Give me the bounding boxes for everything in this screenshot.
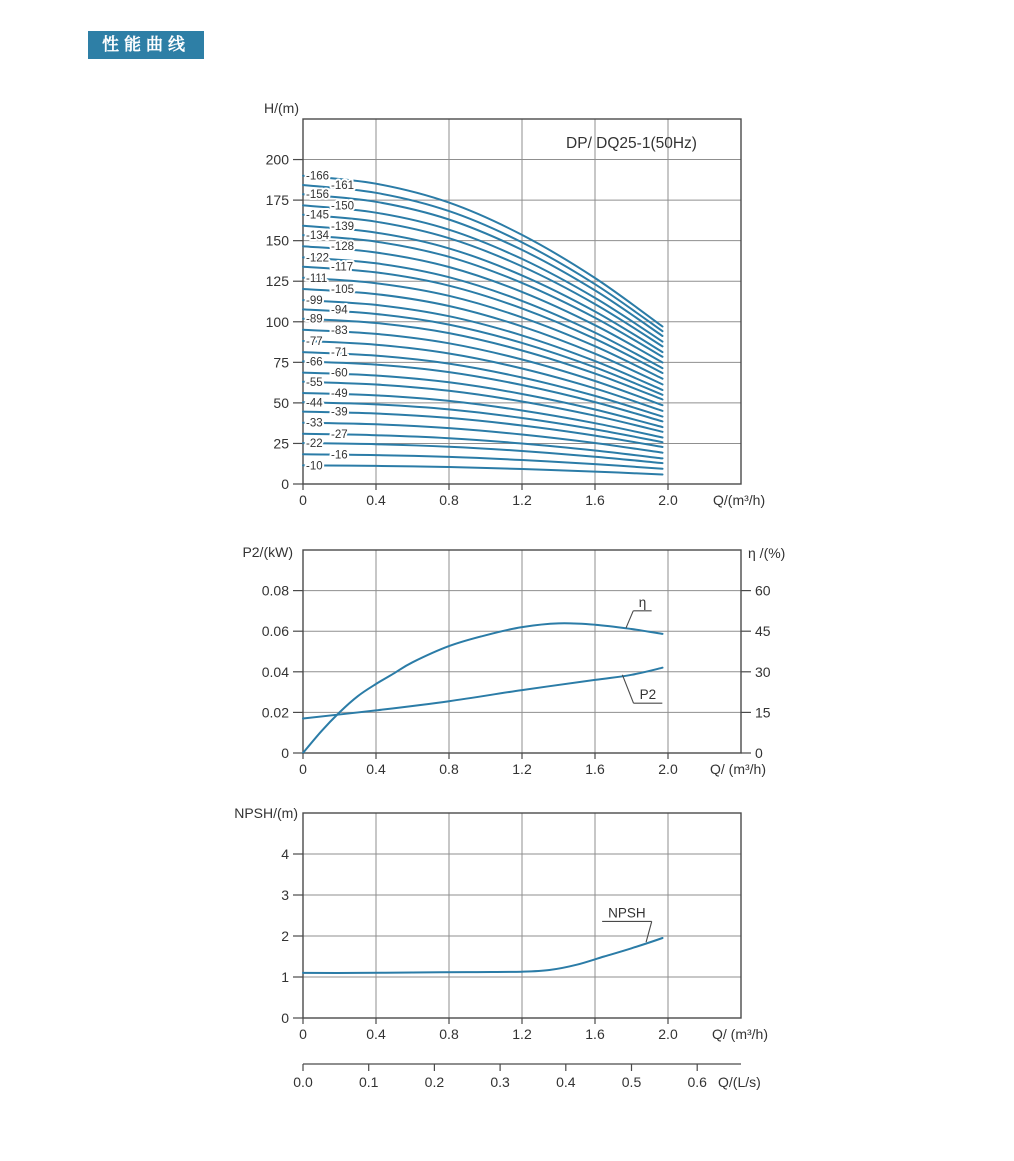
x-tick-label: 0.8: [439, 761, 459, 777]
x-tick-label: 0.4: [366, 1026, 386, 1042]
curve-label: -39: [331, 406, 348, 419]
y-tick-label: 50: [273, 394, 289, 411]
x-tick-label: 1.2: [512, 492, 532, 508]
series-curve-NPSH: [303, 938, 663, 973]
curve-label: -166: [306, 170, 330, 183]
y-tick-label-right: 30: [755, 663, 771, 680]
curve-label: -33: [306, 417, 323, 430]
hq-curve--161: [303, 185, 663, 331]
y-tick-label: 1: [281, 969, 289, 985]
y-tick-label: 200: [265, 151, 289, 168]
curve-label: -156: [306, 189, 330, 202]
x-tick-label: 2.0: [658, 492, 678, 508]
curve-label: -55: [306, 376, 323, 389]
hq-curve--22: [303, 443, 663, 463]
x-tick-label: 0.4: [366, 492, 386, 508]
curve-label: -161: [331, 179, 355, 192]
hq-chart: [264, 100, 765, 508]
npsh-chart: [234, 805, 768, 1090]
hq-curves: [303, 176, 663, 475]
ls-tick-label: 0.3: [490, 1074, 510, 1090]
y-tick-label: 0: [281, 476, 289, 492]
curve-label: -71: [331, 347, 348, 360]
y-tick-label: 0.04: [261, 663, 289, 680]
x-tick-label: 1.2: [512, 1026, 532, 1042]
y-tick-label: 150: [265, 232, 289, 249]
x-axis-unit-label: Q/ (m³/h): [712, 1026, 768, 1042]
curve-label: -16: [331, 449, 348, 462]
x-tick-label: 0: [299, 492, 307, 508]
series-curve-P2: [303, 668, 663, 719]
curve-label: -150: [331, 200, 355, 213]
x-tick-label: 2.0: [658, 761, 678, 777]
ls-tick-label: 0.0: [293, 1074, 313, 1090]
y-tick-label: 0.02: [261, 704, 289, 721]
y-tick-label: 4: [281, 846, 289, 862]
hq-curve--10: [303, 465, 663, 474]
curve-label: -111: [306, 272, 328, 285]
series-label-leader: [626, 611, 633, 628]
y-tick-label: 125: [265, 273, 289, 290]
section-badge-label: 性能曲线: [102, 35, 190, 54]
y-tick-label: 175: [265, 192, 289, 209]
curve-label: -22: [306, 438, 323, 451]
ls-tick-label: 0.2: [424, 1074, 445, 1090]
x-tick-label: 0.8: [439, 492, 459, 508]
curve-label: -60: [331, 367, 348, 380]
x-tick-label: 0.8: [439, 1026, 459, 1042]
y-tick-label-right: 45: [755, 623, 771, 640]
ls-tick-label: 0.5: [621, 1074, 642, 1090]
series-label-leader: [622, 675, 633, 703]
x-tick-label: 2.0: [658, 1026, 678, 1042]
power-efficiency-chart: [242, 544, 785, 777]
series-label-leader: [646, 921, 652, 942]
curve-label: -139: [331, 220, 355, 233]
curve-label: -49: [331, 387, 348, 400]
series-label-η: η: [638, 594, 647, 610]
y-tick-label: 25: [273, 435, 289, 452]
ls-tick-label: 0.1: [358, 1074, 379, 1090]
ls-tick-label: 0.6: [687, 1074, 707, 1090]
y-tick-label-right: 0: [755, 745, 763, 761]
curve-label: -66: [306, 356, 323, 369]
x-tick-label: 0.4: [366, 761, 386, 777]
hq-curve--39: [303, 412, 663, 447]
curve-label: -122: [306, 252, 330, 265]
ls-axis: [293, 1064, 761, 1090]
y-tick-label: 0.08: [261, 582, 289, 599]
hq-curve--44: [303, 402, 663, 442]
x-tick-label: 1.6: [585, 1026, 605, 1042]
curve-label: -89: [306, 313, 323, 326]
y-axis-label: H/(m): [264, 100, 299, 116]
x-tick-label: 1.2: [512, 761, 532, 777]
curve-label: -117: [331, 261, 354, 274]
curve-label: -83: [331, 324, 348, 337]
curve-label: -145: [306, 209, 330, 222]
y-axis-label: NPSH/(m): [234, 805, 298, 821]
chart-title: DP/ DQ25-1(50Hz): [566, 135, 697, 152]
y-tick-label: 0.06: [261, 623, 289, 640]
series-curve-η: [303, 623, 663, 753]
series-label-P2: P2: [639, 687, 657, 703]
curve-label: -134: [306, 230, 330, 243]
curve-label: -128: [331, 241, 355, 254]
x-tick-label: 1.6: [585, 492, 605, 508]
ls-axis-unit-label: Q/(L/s): [718, 1074, 761, 1090]
y-tick-label: 0: [281, 1010, 289, 1026]
curve-label: -44: [306, 397, 323, 410]
x-axis-unit-label: Q/(m³/h): [713, 492, 766, 508]
y-tick-label: 0: [281, 745, 289, 761]
curve-label: -77: [306, 335, 323, 348]
y-tick-label: 75: [273, 354, 289, 371]
y-axis-label-left: P2/(kW): [242, 544, 293, 560]
curve-label: -99: [306, 295, 323, 308]
x-tick-label: 1.6: [585, 761, 605, 777]
y-tick-label-right: 60: [755, 582, 771, 599]
series-label-NPSH: NPSH: [608, 905, 646, 921]
curve-label: -94: [331, 304, 348, 317]
x-tick-label: 0: [299, 1026, 307, 1042]
y-axis-label-right: η /(%): [748, 545, 786, 561]
ls-tick-label: 0.4: [556, 1074, 576, 1090]
curve-label: -105: [331, 283, 355, 296]
curve-label: -10: [306, 460, 323, 473]
y-tick-label: 100: [265, 313, 289, 330]
x-axis-unit-label: Q/ (m³/h): [710, 761, 766, 777]
curve-label: -27: [331, 428, 348, 441]
y-tick-label: 3: [281, 887, 289, 903]
x-tick-label: 0: [299, 761, 307, 777]
y-tick-label-right: 15: [755, 704, 771, 721]
y-tick-label: 2: [281, 928, 289, 944]
